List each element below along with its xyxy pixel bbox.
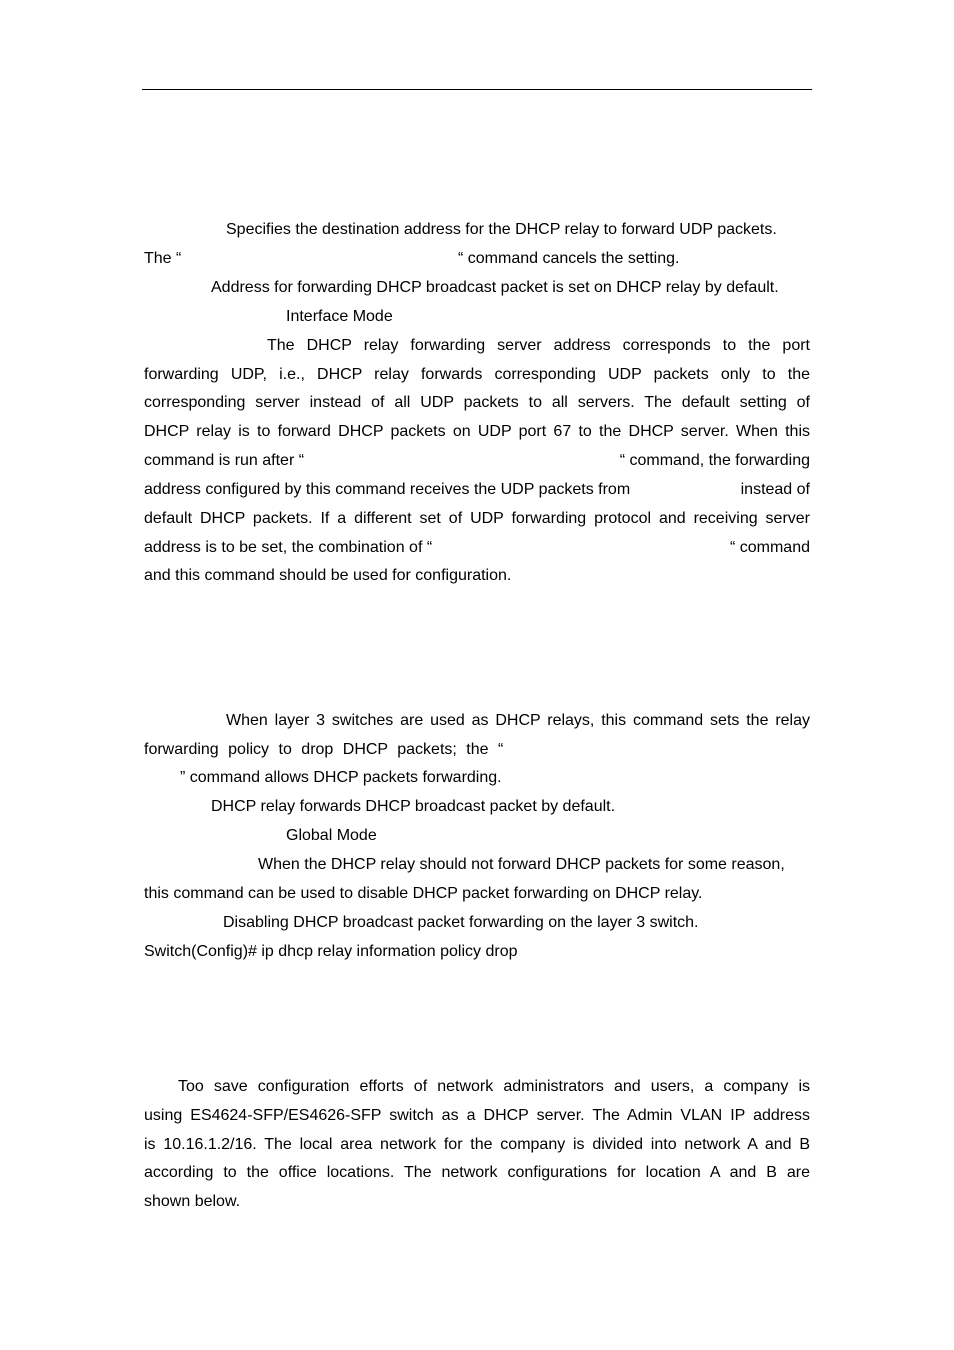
paragraph-line: The DHCP relay forwarding server address corresponds to the port [267, 337, 810, 354]
text-span: “ command, the forwarding [619, 452, 810, 469]
paragraph-line [144, 825, 810, 847]
text-span: instead of [740, 481, 810, 498]
text-span: When the DHCP relay should not forward DHCP packets for some reason, [258, 856, 785, 873]
text-span: command is run after “ [144, 452, 305, 469]
paragraph-line [144, 306, 810, 328]
text-span: The “ [144, 250, 182, 267]
text-span: forwarding policy to drop DHCP packets; the “ [144, 741, 504, 758]
text-span: Interface Mode [286, 308, 393, 325]
paragraph-line [144, 479, 810, 501]
paragraph-line [144, 248, 810, 270]
paragraph-line: Too save configuration efforts of network administrators and users, a company is [178, 1078, 810, 1095]
text-span: “ command cancels the setting. [458, 250, 680, 267]
paragraph-line [144, 854, 810, 876]
text-span: shown below. [144, 1193, 241, 1210]
text-span: “ command [729, 539, 810, 556]
paragraph-line [144, 767, 810, 789]
header-rule [142, 89, 812, 90]
paragraph-line: according to the office locations. The network configurations for location A and B are [144, 1164, 810, 1181]
text-span: and this command should be used for configuration. [144, 567, 512, 584]
text-span: address is to be set, the combination of “ [144, 539, 433, 556]
text-span: Disabling DHCP broadcast packet forwarding on the layer 3 switch. [223, 914, 699, 931]
paragraph-line [144, 1191, 810, 1213]
text-span: DHCP relay forwards DHCP broadcast packet by default. [211, 798, 616, 815]
paragraph-line: using ES4624-SFP/ES4626-SFP switch as a DHCP server. The Admin VLAN IP address [144, 1107, 810, 1124]
text-span: Specifies the destination address for the DHCP relay to forward UDP packets. [226, 221, 777, 238]
paragraph-line [144, 277, 810, 299]
code-example: Switch(Config)# ip dhcp relay information policy drop [144, 943, 518, 960]
paragraph-line: default DHCP packets. If a different set of UDP forwarding protocol and receiving server [144, 510, 810, 527]
paragraph-line [144, 883, 810, 905]
paragraph-line: When layer 3 switches are used as DHCP relays, this command sets the relay [226, 712, 810, 729]
text-span: ” command allows DHCP packets forwarding. [180, 769, 502, 786]
text-span: Address for forwarding DHCP broadcast packet is set on DHCP relay by default. [211, 279, 779, 296]
paragraph-line: corresponding server instead of all UDP packets to all servers. The default setting of [144, 394, 810, 411]
paragraph-line [144, 739, 810, 761]
paragraph-line [144, 450, 810, 472]
text-span: Global Mode [286, 827, 377, 844]
paragraph-line [144, 941, 810, 963]
text-span: this command can be used to disable DHCP packet forwarding on DHCP relay. [144, 885, 703, 902]
paragraph-line [144, 219, 810, 241]
paragraph-line [144, 912, 810, 934]
text-span: address configured by this command receives the UDP packets from [144, 481, 631, 498]
paragraph-line [144, 796, 810, 818]
paragraph-line [144, 537, 810, 559]
paragraph-line: is 10.16.1.2/16. The local area network for the company is divided into network A and B [144, 1136, 810, 1153]
paragraph-line: forwarding UDP, i.e., DHCP relay forwards corresponding UDP packets only to the [144, 366, 810, 383]
paragraph-line: DHCP relay is to forward DHCP packets on UDP port 67 to the DHCP server. When this [144, 423, 810, 440]
paragraph-line [144, 565, 810, 587]
